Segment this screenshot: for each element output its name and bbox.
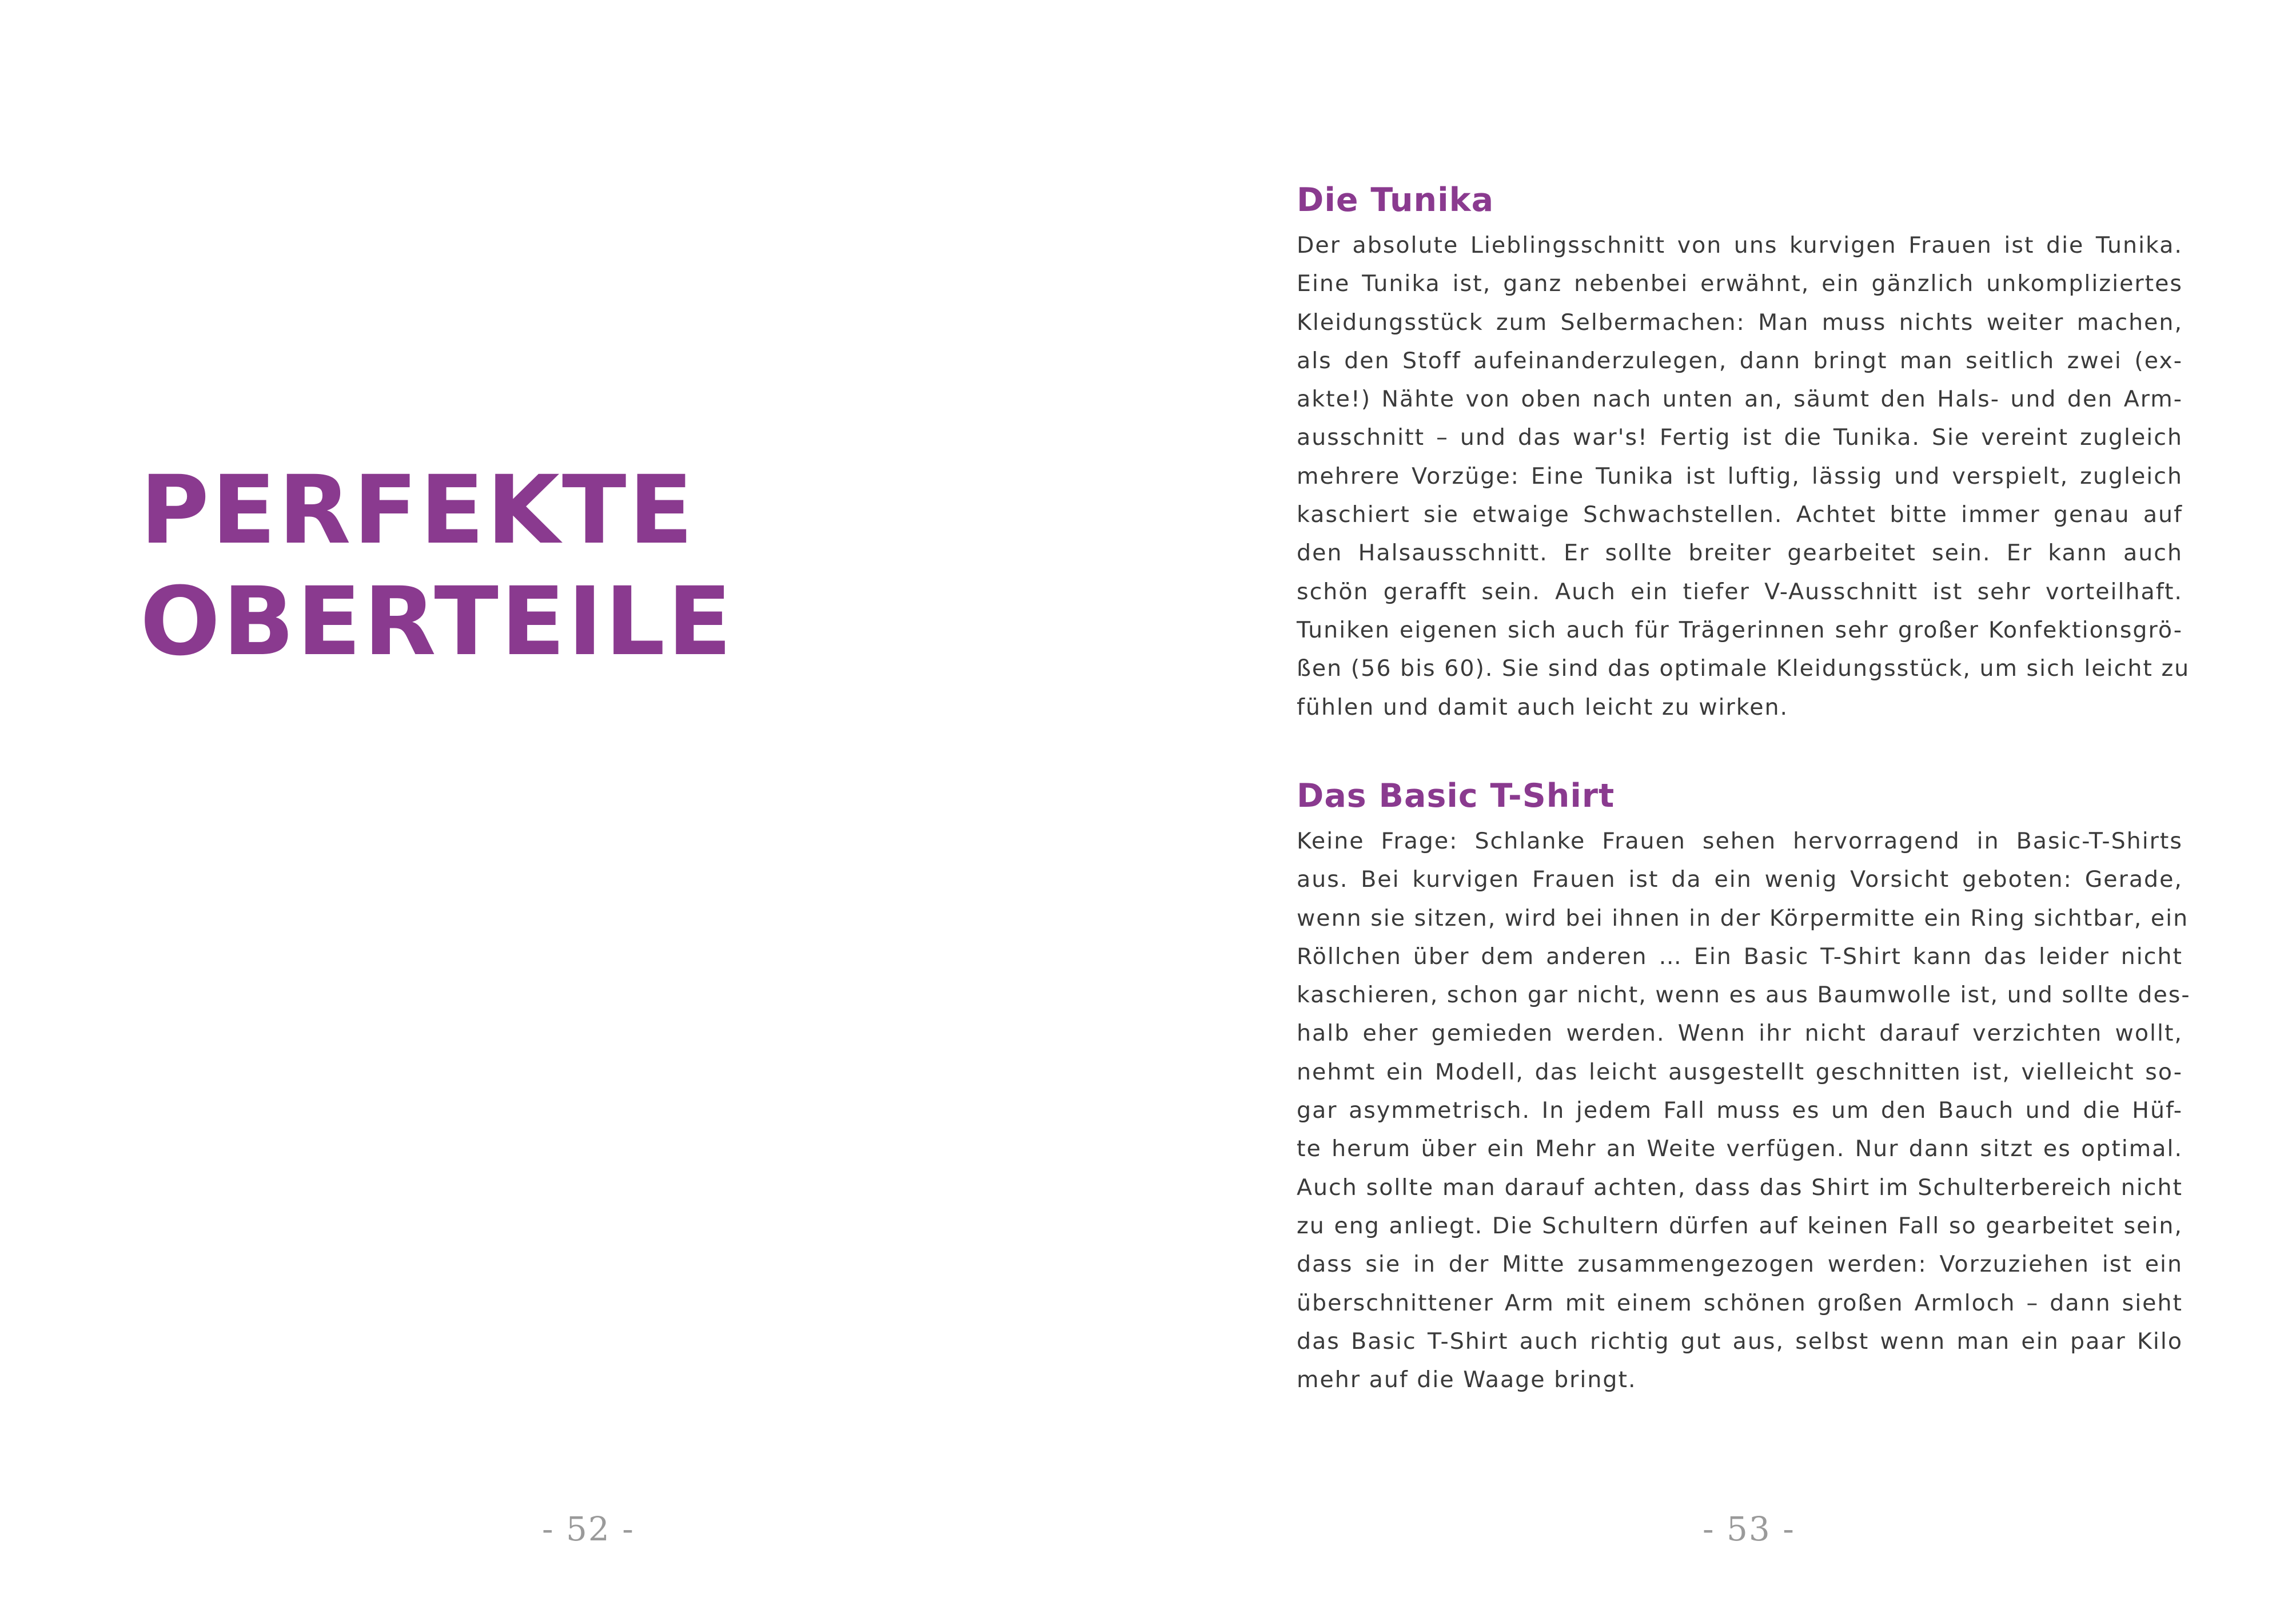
section-basic-tshirt (1297, 773, 2191, 1399)
right-page (1148, 0, 2296, 1621)
body-line: Keine Frage: Schlanke Frauen sehen hervorragend in Basic-T-Shirts (1297, 828, 2183, 854)
section-body (1297, 822, 2191, 1399)
body-line: Auch sollte man darauf achten, dass das Shirt im Schulterbereich nicht (1297, 1174, 2183, 1201)
body-line: Der absolute Lieblingsschnitt von uns kurvigen Frauen ist die Tunika. (1297, 232, 2183, 258)
body-line: überschnittener Arm mit einem schönen großen Armloch – dann sieht (1297, 1289, 2183, 1316)
body-line: halb eher gemieden werden. Wenn ihr nicht darauf verzichten wollt, (1297, 1020, 2183, 1047)
body-line: fühlen und damit auch leicht zu wirken. (1297, 694, 1789, 720)
page-number-left: - 52 - (542, 1510, 635, 1548)
section-tunika (1297, 177, 2190, 727)
section-heading: Die Tunika (1297, 181, 1494, 219)
body-line: Tuniken eigenen sich auch für Trägerinnen sehr großer Konfektionsgrö- (1297, 616, 2183, 643)
chapter-title-line: PERFEKTE (140, 455, 696, 565)
body-line: Eine Tunika ist, ganz nebenbei erwähnt, ein gänzlich unkompliziertes (1297, 270, 2183, 297)
body-line: ausschnitt – und das war's! Fertig ist die Tunika. Sie vereint zugleich (1297, 424, 2183, 451)
body-line: Röllchen über dem anderen … Ein Basic T-Shirt kann das leider nicht (1297, 943, 2183, 970)
body-line: te herum über ein Mehr an Weite verfügen. Nur dann sitzt es optimal. (1297, 1136, 2183, 1162)
body-line: aus. Bei kurvigen Frauen ist da ein wenig Vorsicht geboten: Gerade, (1297, 866, 2183, 893)
chapter-title (140, 455, 734, 678)
section-body (1297, 226, 2190, 727)
body-line: nehmt ein Modell, das leicht ausgestellt geschnitten ist, vielleicht so- (1297, 1058, 2183, 1085)
body-line: kaschieren, schon gar nicht, wenn es aus Baumwolle ist, und sollte des- (1297, 982, 2191, 1009)
body-line: ßen (56 bis 60). Sie sind das optimale Kleidungsstück, um sich leicht zu (1297, 655, 2190, 682)
body-line: den Halsausschnitt. Er sollte breiter gearbeitet sein. Er kann auch (1297, 540, 2183, 567)
body-line: gar asymmetrisch. In jedem Fall muss es um den Bauch und die Hüf- (1297, 1097, 2183, 1124)
body-line: wenn sie sitzen, wird bei ihnen in der Körpermitte ein Ring sichtbar, ein (1297, 905, 2189, 931)
page-number-right: - 53 - (1703, 1510, 1795, 1548)
body-line: schön gerafft sein. Auch ein tiefer V-Ausschnitt ist sehr vorteilhaft. (1297, 578, 2183, 605)
body-line: akte!) Nähte von oben nach unten an, säumt den Hals- und den Arm- (1297, 386, 2183, 413)
chapter-title-line: OBERTEILE (140, 567, 734, 676)
body-line: dass sie in der Mitte zusammengezogen werden: Vorzuziehen ist ein (1297, 1251, 2183, 1278)
body-line: als den Stoff aufeinanderzulegen, dann bringt man seitlich zwei (ex- (1297, 347, 2183, 374)
body-line: Kleidungsstück zum Selbermachen: Man muss nichts weiter machen, (1297, 309, 2183, 336)
body-line: mehr auf die Waage bringt. (1297, 1367, 1637, 1393)
body-line: mehrere Vorzüge: Eine Tunika ist luftig, lässig und verspielt, zugleich (1297, 463, 2183, 489)
body-line: das Basic T-Shirt auch richtig gut aus, selbst wenn man ein paar Kilo (1297, 1328, 2183, 1355)
body-line: zu eng anliegt. Die Schultern dürfen auf keinen Fall so gearbeitet sein, (1297, 1212, 2183, 1239)
body-line: kaschiert sie etwaige Schwachstellen. Achtet bitte immer genau auf (1297, 501, 2183, 528)
section-heading: Das Basic T-Shirt (1297, 777, 1615, 815)
